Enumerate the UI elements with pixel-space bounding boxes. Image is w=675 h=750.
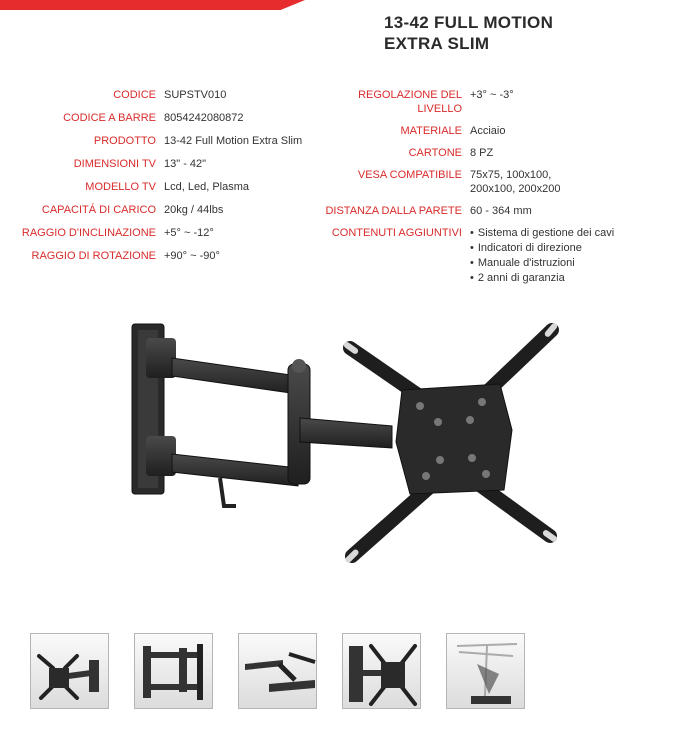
motion-range-thumbnail[interactable] bbox=[446, 633, 525, 709]
header-accent-bar bbox=[0, 0, 305, 10]
top-view-thumbnail[interactable] bbox=[238, 633, 317, 709]
spec-value: 13" - 42" bbox=[164, 158, 207, 170]
wall-mount-bracket-image bbox=[120, 318, 570, 603]
spec-row bbox=[0, 180, 330, 203]
contents-list bbox=[470, 226, 614, 286]
spec-row bbox=[0, 111, 330, 134]
side-view-thumbnail[interactable] bbox=[134, 633, 213, 709]
title-line-2: EXTRA SLIM bbox=[384, 34, 490, 53]
spec-row-contenuti bbox=[325, 226, 675, 286]
spec-value: SUPSTV010 bbox=[164, 89, 227, 101]
spec-label: DIMENSIONI TV bbox=[73, 158, 156, 170]
list-item: • Indicatori di direzione bbox=[470, 241, 614, 256]
list-item: • 2 anni di garanzia bbox=[470, 271, 614, 286]
spec-value: 13-42 Full Motion Extra Slim bbox=[164, 135, 303, 147]
vesa-line-2: 200x100, 200x200 bbox=[470, 183, 561, 195]
spec-value: +3° ~ -3° bbox=[470, 89, 514, 101]
spec-label: CODICE bbox=[113, 89, 156, 101]
spec-label: CAPACITÁ DI CARICO bbox=[41, 204, 156, 216]
spec-label: RAGGIO DI ROTAZIONE bbox=[31, 250, 156, 262]
spec-row bbox=[0, 134, 330, 157]
spec-label: RAGGIO D'INCLINAZIONE bbox=[21, 227, 156, 239]
thumbnail-strip bbox=[30, 633, 525, 709]
spec-value: 8 PZ bbox=[470, 147, 494, 159]
product-title bbox=[384, 12, 644, 54]
spec-value: 60 - 364 mm bbox=[470, 205, 532, 217]
spec-value: Acciaio bbox=[470, 125, 506, 137]
vesa-line-1: 75x75, 100x100, bbox=[470, 169, 552, 181]
spec-row bbox=[0, 88, 330, 111]
spec-label: DISTANZA DALLA PARETE bbox=[325, 205, 462, 217]
spec-value: +5° ~ -12° bbox=[164, 227, 214, 239]
spec-row-vesa bbox=[325, 168, 675, 196]
rear-view-thumbnail[interactable] bbox=[342, 633, 421, 709]
specs-left bbox=[0, 88, 330, 272]
spec-row bbox=[0, 249, 330, 272]
spec-row-cartone bbox=[325, 146, 675, 160]
spec-label: VESA COMPATIBILE bbox=[357, 169, 462, 181]
list-item: • Sistema di gestione dei cavi bbox=[470, 226, 614, 241]
specs-right bbox=[325, 88, 675, 294]
list-item: • Manuale d'istruzioni bbox=[470, 256, 614, 271]
spec-label: CONTENUTI AGGIUNTIVI bbox=[331, 227, 462, 239]
spec-value bbox=[470, 168, 561, 196]
spec-label: PRODOTTO bbox=[93, 135, 156, 147]
spec-row bbox=[0, 226, 330, 249]
spec-label: REGOLAZIONE DEL LIVELLO bbox=[358, 89, 462, 115]
spec-row-materiale bbox=[325, 124, 675, 138]
spec-row-livello bbox=[325, 88, 675, 116]
spec-row bbox=[0, 157, 330, 180]
spec-value bbox=[470, 226, 614, 286]
spec-row bbox=[0, 203, 330, 226]
spec-label: MODELLO TV bbox=[85, 181, 156, 193]
spec-label: MATERIALE bbox=[400, 125, 462, 137]
spec-label: CODICE A BARRE bbox=[63, 112, 156, 124]
title-line-1: 13-42 FULL MOTION bbox=[384, 13, 554, 32]
spec-value: 20kg / 44lbs bbox=[164, 204, 224, 216]
spec-value: Lcd, Led, Plasma bbox=[164, 181, 249, 193]
spec-row-distanza bbox=[325, 204, 675, 218]
spec-value: +90° ~ -90° bbox=[164, 250, 220, 262]
spec-label: CARTONE bbox=[408, 147, 462, 159]
front-view-thumbnail[interactable] bbox=[30, 633, 109, 709]
spec-value: 8054242080872 bbox=[164, 112, 244, 124]
